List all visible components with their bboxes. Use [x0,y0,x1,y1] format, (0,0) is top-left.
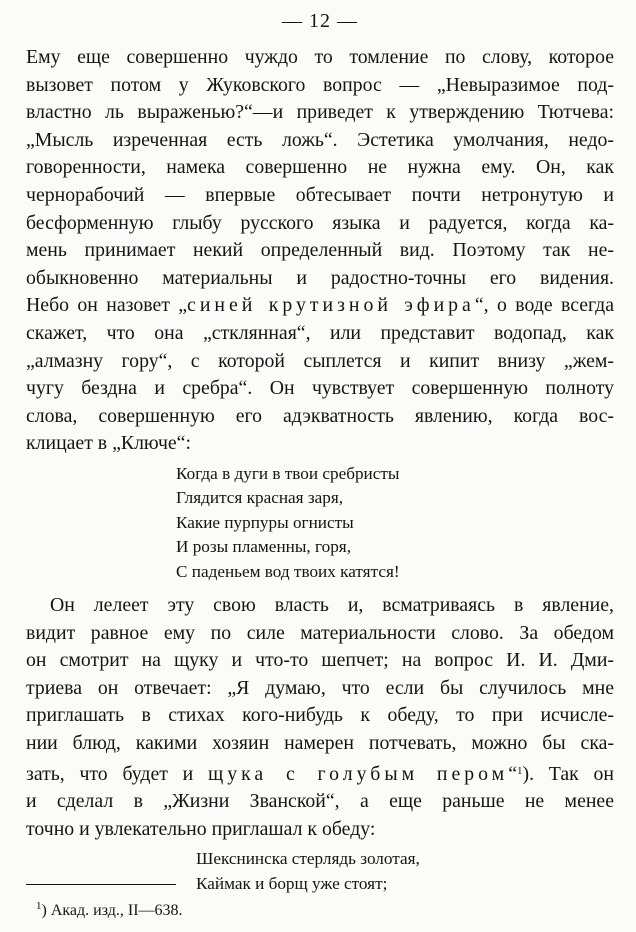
text-line: чугу бездна и сребра“. Он чувствует совершенную полноту [26,377,614,400]
text-line: „Мысль изреченная есть ложь“. Эстетика умолчания, недо- [26,128,614,151]
text-line: скажет, что она „стклянная“, или представит водопад, как [26,321,614,344]
verse-quote-1 [176,462,614,584]
text-line: „алмазну гору“, с которой сыплется и кипит внизу „жем- [26,349,614,372]
verse-line: Глядится красная заря, [176,488,344,508]
text-fragment: зать, что будет и [26,762,208,785]
text-line: приглашать в стихах кого-нибудь к обеду, то при исчисле- [26,704,614,727]
text-line: бесформенную глыбу русского языка и радуется, когда ка- [26,211,614,234]
verse-line: Какие пурпуры огнисты [176,512,354,532]
text-line: чернорабочий — впервые обтесывает почти нетронутую и [26,183,614,206]
verse-line: Каймак и борщ уже стоят; [196,873,388,893]
text-line-spaced-phrase [26,292,614,320]
text-line: властно ль выраженью?“—и приведет к утверждению Тютчева: [26,101,614,124]
text-line: Ему еще совершенно чуждо то томление по слову, которое [26,46,614,68]
paragraph-1 [26,44,614,458]
text-line: клицает в „Ключе“: [26,432,191,455]
verse-line: С паденьем вод твоих катятся! [176,561,400,581]
text-line: обыкновенно материальны и радостно-точны его видения. [26,266,614,289]
footnote-divider [26,884,176,885]
text-line-spaced-phrase [26,758,614,789]
text-fragment: ). Так он [522,762,614,785]
text-line: триева он отвечает: „Я думаю, что если бы случилось мне [26,676,614,699]
spaced-emphasis: щука с голубым пером [208,762,509,785]
paragraph-2 [26,592,614,843]
text-line: вызовет потом у Жуковского вопрос — „Невыразимое под- [26,73,614,96]
footnote-text: ) Акад. изд., II—638. [41,902,183,919]
verse-quote-2 [196,847,614,896]
text-line: Он лелеет эту свою власть и, всматриваясь в явление, [50,593,614,616]
verse-line: И розы пламенны, горя, [176,537,351,557]
text-fragment: Небо он назовет „ [26,294,188,317]
text-line: и сделал в „Жизни Званской“, а еще раньше не менее [26,790,614,813]
spaced-emphasis: синей крутизной эфира [187,294,475,317]
text-line: точно и увлекательно приглашал к обеду: [26,817,376,840]
text-line: нии блюд, какими хозяин намерен потчевать, можно бы ска- [26,731,614,754]
page-number: — 12 — [282,10,358,32]
text-fragment: “, о воде всегда [474,294,614,317]
verse-line: Когда в дуги в твои сребристы [176,463,400,483]
text-line: он смотрит на щуку и что-то шепчет; на вопрос И. И. Дми- [26,649,614,672]
text-line: мень принимает некий определенный вид. Поэтому так не- [26,239,614,262]
text-fragment: “ [508,762,517,785]
text-line: видит равное ему по силе материальности слово. За обедом [26,621,614,644]
footnote-mark: 1 [36,900,42,912]
text-line: слова, совершенную его адэкватность явлению, когда вос- [26,404,614,427]
text-line: говоренности, намека совершенно не нужна ему. Он, как [26,156,614,179]
footnote-reference[interactable]: 1 [516,764,523,777]
footnote [36,895,183,922]
verse-line: Шекснинска стерлядь золотая, [196,849,420,869]
